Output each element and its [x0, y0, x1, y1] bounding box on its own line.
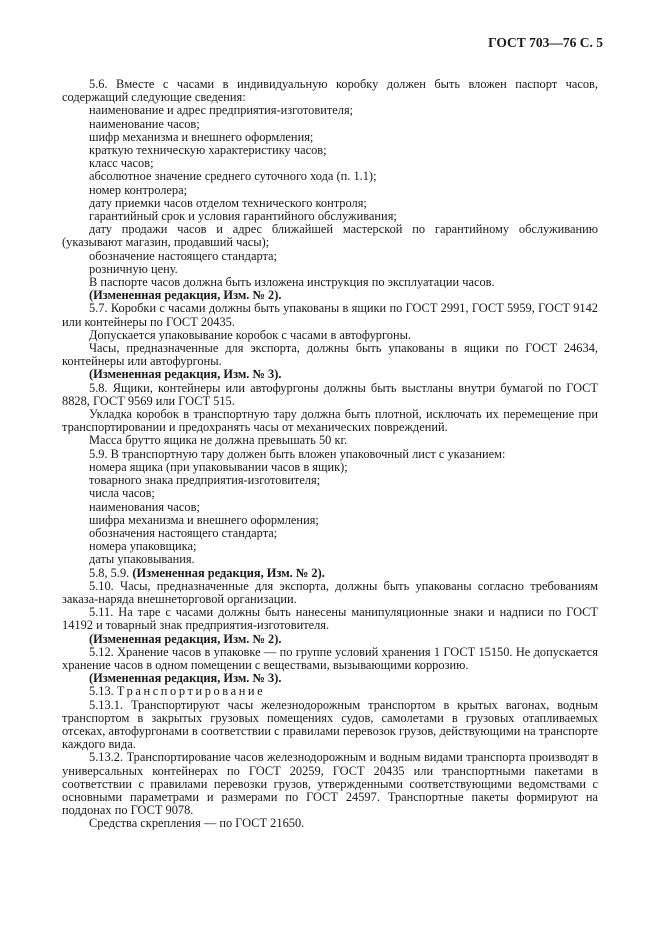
list-item: обозначения настоящего стандарта; [89, 525, 278, 540]
paragraph: 5.7. Коробки с часами должны быть упакованы в ящики по ГОСТ 2991, ГОСТ 5959, ГОСТ 9142 или контейнеры по ГОСТ 20435. [62, 301, 598, 329]
paragraph: Укладка коробок в транспортную тару должна быть плотной, исключать их перемещение при транспортировании и предохранять часы от механических повреждений. [62, 407, 598, 435]
paragraph: 5.13.1. Транспортируют часы железнодорожным транспортом в крытых вагонах, водным транспортом в закрытых грузовых помещениях судов, самолетами в грузовых отапливаемых отсеках, автофургонами в соответствии с правилами перевозок грузов, действующими на транспорте каждого вида. [62, 697, 598, 752]
paragraph: 5.12. Хранение часов в упаковке — по группе условий хранения 1 ГОСТ 15150. Не допускается хранение часов в одном помещении с веществами, вызывающими коррозию. [62, 644, 598, 672]
paragraph: Масса брутто ящика не должна превышать 50 кг. [89, 433, 348, 448]
list-item: номера упаковщика; [89, 539, 197, 554]
list-item: розничную цену. [89, 261, 178, 276]
clause-number: 5.8, 5.9. [89, 565, 133, 580]
list-item: даты упаковывания. [89, 552, 195, 567]
paragraph: Средства скрепления — по ГОСТ 21650. [89, 816, 305, 831]
list-item: числа часов; [89, 486, 155, 501]
list-item: наименование часов; [89, 116, 200, 131]
list-item: дату приемки часов отделом технического контроля; [89, 195, 367, 210]
list-item: наименование и адрес предприятия-изготовителя; [89, 103, 354, 118]
list-item: краткую техническую характеристику часов; [89, 143, 327, 158]
clause-number: 5.13. [89, 684, 117, 699]
paragraph: Допускается упаковывание коробок с часами в автофургоны. [89, 327, 412, 342]
list-item: номера ящика (при упаковывании часов в ящик); [89, 459, 348, 474]
list-item: абсолютное значение среднего суточного хода (п. 1.1); [89, 169, 377, 184]
list-item: гарантийный срок и условия гарантийного обслуживания; [89, 209, 397, 224]
list-item: наименования часов; [89, 499, 200, 514]
paragraph: 5.10. Часы, предназначенные для экспорта, должны быть упакованы согласно требованиям заказа-наряда внешнеторговой организации. [62, 578, 598, 606]
section-heading [62, 685, 598, 698]
list-item: дату продажи часов и адрес ближайшей мастерской по гарантийному обслуживанию (указывают магазин, продавший часы); [62, 222, 598, 250]
paragraph: 5.6. Вместе с часами в индивидуальную коробку должен быть вложен паспорт часов, содержащий следующие сведения: [62, 77, 598, 105]
paragraph: 5.8. Ящики, контейнеры или автофургоны должны быть выстланы внутри бумагой по ГОСТ 8828, ГОСТ 9569 или ГОСТ 515. [62, 380, 598, 408]
revision-note: (Измененная редакция, Изм. № 3). [89, 367, 282, 382]
list-item: обозначение настоящего стандарта; [89, 248, 278, 263]
paragraph: Часы, предназначенные для экспорта, должны быть упакованы в ящики по ГОСТ 24634, контейнеры или автофургоны. [62, 341, 598, 369]
revision-note: (Измененная редакция, Изм. № 2). [132, 565, 325, 580]
document-body [62, 78, 598, 831]
list-item: товарного знака предприятия-изготовителя; [89, 473, 321, 488]
list-item: класс часов; [89, 156, 154, 171]
list-item: шифр механизма и внешнего оформления; [89, 129, 314, 144]
paragraph: 5.11. На таре с часами должны быть нанесены манипуляционные знаки и надписи по ГОСТ 14192 и товарный знак предприятия-изготовителя. [62, 605, 598, 633]
list-item: шифра механизма и внешнего оформления; [89, 512, 319, 527]
revision-note: (Измененная редакция, Изм. № 3). [89, 671, 282, 686]
paragraph [62, 567, 598, 580]
paragraph: 5.9. В транспортную тару должен быть вложен упаковочный лист с указанием: [89, 446, 506, 461]
paragraph: В паспорте часов должна быть изложена инструкция по эксплуатации часов. [89, 275, 495, 290]
paragraph: 5.13.2. Транспортирование часов железнодорожным и водным видами транспорта производят в универсальных контейнерах по ГОСТ 20259, ГОСТ 20435 или транспортными пакетами в соответствии с правилами перевозки грузов, утвержденными соответствующими ведомствами с основными параметрами и размерами по ГОСТ 24597. Транспортные пакеты формируют на поддонах по ГОСТ 9078. [62, 750, 598, 818]
revision-note: (Измененная редакция, Изм. № 2). [89, 288, 282, 303]
page-header: ГОСТ 703—76 С. 5 [488, 35, 603, 50]
spaced-heading-text: Транспортирование [116, 684, 266, 699]
revision-note: (Измененная редакция, Изм. № 2). [89, 631, 282, 646]
list-item: номер контролера; [89, 182, 188, 197]
